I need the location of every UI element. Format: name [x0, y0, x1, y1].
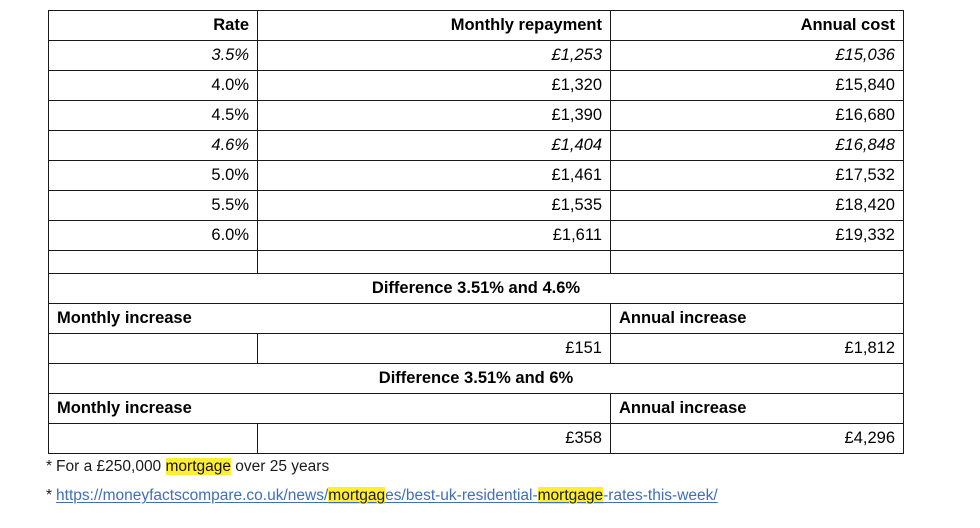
label-monthly-increase: Monthly increase: [49, 394, 611, 424]
column-header-annual-cost: Annual cost: [611, 11, 904, 41]
column-header-rate: Rate: [49, 11, 258, 41]
cell-annual-cost: £17,532: [611, 161, 904, 191]
cell-blank: [49, 251, 258, 274]
footnote-loan-terms: [46, 452, 946, 481]
footnote-marker: *: [46, 487, 53, 504]
table-row: [49, 131, 904, 161]
cell-annual-cost: £16,848: [611, 131, 904, 161]
table-row: [49, 221, 904, 251]
table-row: [49, 191, 904, 221]
cell-rate: 6.0%: [49, 221, 258, 251]
table-body: [49, 11, 904, 454]
value-monthly-increase: £358: [258, 424, 611, 454]
section-heading-row: [49, 364, 904, 394]
table-row: [49, 101, 904, 131]
cell-annual-cost: £18,420: [611, 191, 904, 221]
value-monthly-increase: £151: [258, 334, 611, 364]
cell-rate: 5.0%: [49, 161, 258, 191]
label-annual-increase: Annual increase: [611, 304, 904, 334]
url-part-2: es/best-uk-residential-: [385, 487, 538, 504]
mortgage-rates-table: [48, 10, 904, 454]
section-heading-difference-2: Difference 3.51% and 6%: [49, 364, 904, 394]
cell-monthly-repayment: £1,461: [258, 161, 611, 191]
highlight-mortgage: mortgage: [165, 458, 231, 475]
label-annual-increase: Annual increase: [611, 394, 904, 424]
value-annual-increase: £1,812: [611, 334, 904, 364]
cell-rate: 4.6%: [49, 131, 258, 161]
source-url-link[interactable]: [56, 487, 718, 504]
table-header-row: [49, 11, 904, 41]
url-part-3: -rates-this-week/: [603, 487, 718, 504]
section-value-row: [49, 334, 904, 364]
section-label-row: [49, 304, 904, 334]
footnote-text-post: over 25 years: [230, 458, 330, 475]
cell-rate: 4.0%: [49, 71, 258, 101]
cell-blank: [611, 251, 904, 274]
highlight-mortgage: mortgage: [537, 487, 604, 504]
cell-monthly-repayment: £1,390: [258, 101, 611, 131]
label-monthly-increase: Monthly increase: [49, 304, 611, 334]
cell-rate: 5.5%: [49, 191, 258, 221]
value-annual-increase: £4,296: [611, 424, 904, 454]
cell-blank: [49, 424, 258, 454]
table-row: [49, 71, 904, 101]
section-value-row: [49, 424, 904, 454]
cell-blank: [258, 251, 611, 274]
spacer-row: [49, 251, 904, 274]
cell-annual-cost: £16,680: [611, 101, 904, 131]
table-row: [49, 161, 904, 191]
cell-monthly-repayment: £1,611: [258, 221, 611, 251]
footnote-source-url: [46, 481, 946, 510]
cell-annual-cost: £19,332: [611, 221, 904, 251]
highlight-mortgag: mortgag: [328, 487, 386, 504]
table-row: [49, 41, 904, 71]
footnote-marker: *: [46, 458, 53, 475]
cell-monthly-repayment: £1,404: [258, 131, 611, 161]
section-label-row: [49, 394, 904, 424]
url-part-1: https://moneyfactscompare.co.uk/news/: [56, 487, 329, 504]
cell-monthly-repayment: £1,253: [258, 41, 611, 71]
column-header-monthly-repayment: Monthly repayment: [258, 11, 611, 41]
cell-rate: 3.5%: [49, 41, 258, 71]
footnotes: [46, 452, 946, 510]
cell-annual-cost: £15,840: [611, 71, 904, 101]
cell-monthly-repayment: £1,535: [258, 191, 611, 221]
cell-annual-cost: £15,036: [611, 41, 904, 71]
section-heading-difference-1: Difference 3.51% and 4.6%: [49, 274, 904, 304]
cell-blank: [49, 334, 258, 364]
cell-monthly-repayment: £1,320: [258, 71, 611, 101]
cell-rate: 4.5%: [49, 101, 258, 131]
section-heading-row: [49, 274, 904, 304]
footnote-text-pre: For a £250,000: [56, 458, 166, 475]
